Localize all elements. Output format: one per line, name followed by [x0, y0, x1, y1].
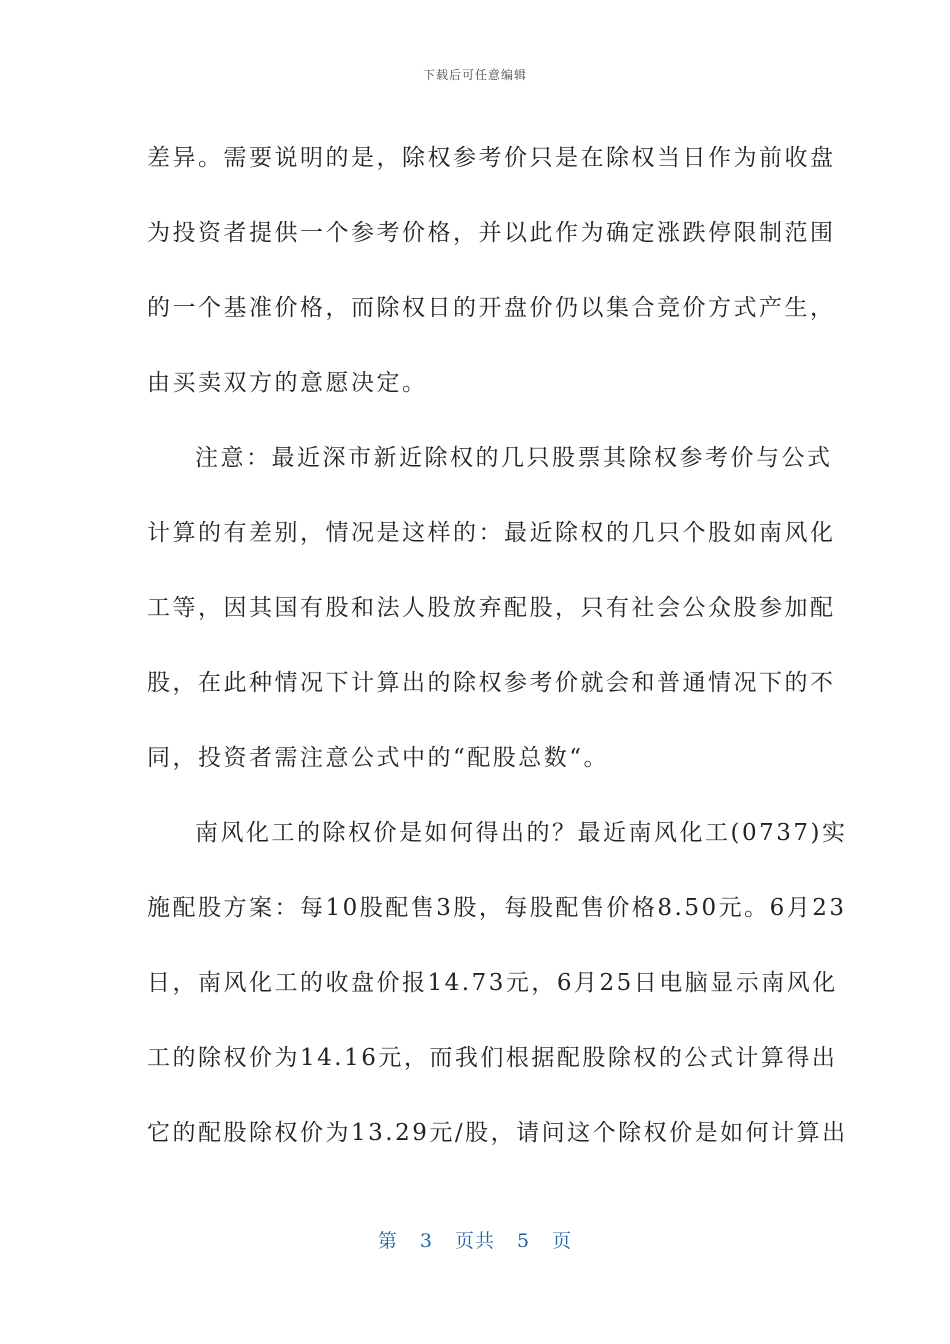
text-line: 的一个基准价格，而除权日的开盘价仍以集合竞价方式产生， — [147, 295, 836, 321]
text-line: 同，投资者需注意公式中的“配股总数“。 — [147, 745, 610, 771]
paragraph-3 — [147, 796, 848, 1171]
footer-middle: 页共 — [454, 1230, 495, 1252]
text-line: 工等，因其国有股和法人股放弃配股，只有社会公众股参加配 — [147, 595, 836, 621]
text-line: 工的除权价为14.16元，而我们根据配股除权的公式计算得出 — [147, 1045, 838, 1071]
text-line: 股，在此种情况下计算出的除权参考价就会和普通情况下的不 — [147, 670, 836, 696]
text-line: 由买卖双方的意愿决定。 — [147, 370, 428, 396]
paragraph-1 — [147, 121, 836, 421]
text-line: 计算的有差别，情况是这样的：最近除权的几只个股如南风化 — [147, 520, 836, 546]
text-line: 差异。需要说明的是，除权参考价只是在除权当日作为前收盘 — [147, 145, 836, 171]
footer-total-pages: 5 — [517, 1230, 531, 1252]
text-line: 施配股方案：每10股配售3股，每股配售价格8.50元。6月23 — [147, 895, 847, 921]
footer-suffix: 页 — [552, 1230, 573, 1252]
text-line: 南风化工的除权价是如何得出的？最近南风化工(0737)实 — [195, 820, 848, 846]
footer-prefix: 第 — [377, 1230, 398, 1252]
document-body — [147, 121, 848, 1171]
text-line: 它的配股除权价为13.29元/股，请问这个除权价是如何计算出 — [147, 1120, 848, 1146]
text-line: 注意：最近深市新近除权的几只股票其除权参考价与公式 — [195, 445, 833, 471]
text-line: 为投资者提供一个参考价格，并以此作为确定涨跌停限制范围 — [147, 220, 836, 246]
text-line: 日，南风化工的收盘价报14.73元，6月25日电脑显示南风化 — [147, 970, 838, 996]
page-footer — [0, 1226, 950, 1253]
header-note: 下载后可任意编辑 — [422, 68, 527, 82]
paragraph-2 — [147, 421, 836, 796]
footer-page-number: 3 — [419, 1230, 433, 1252]
